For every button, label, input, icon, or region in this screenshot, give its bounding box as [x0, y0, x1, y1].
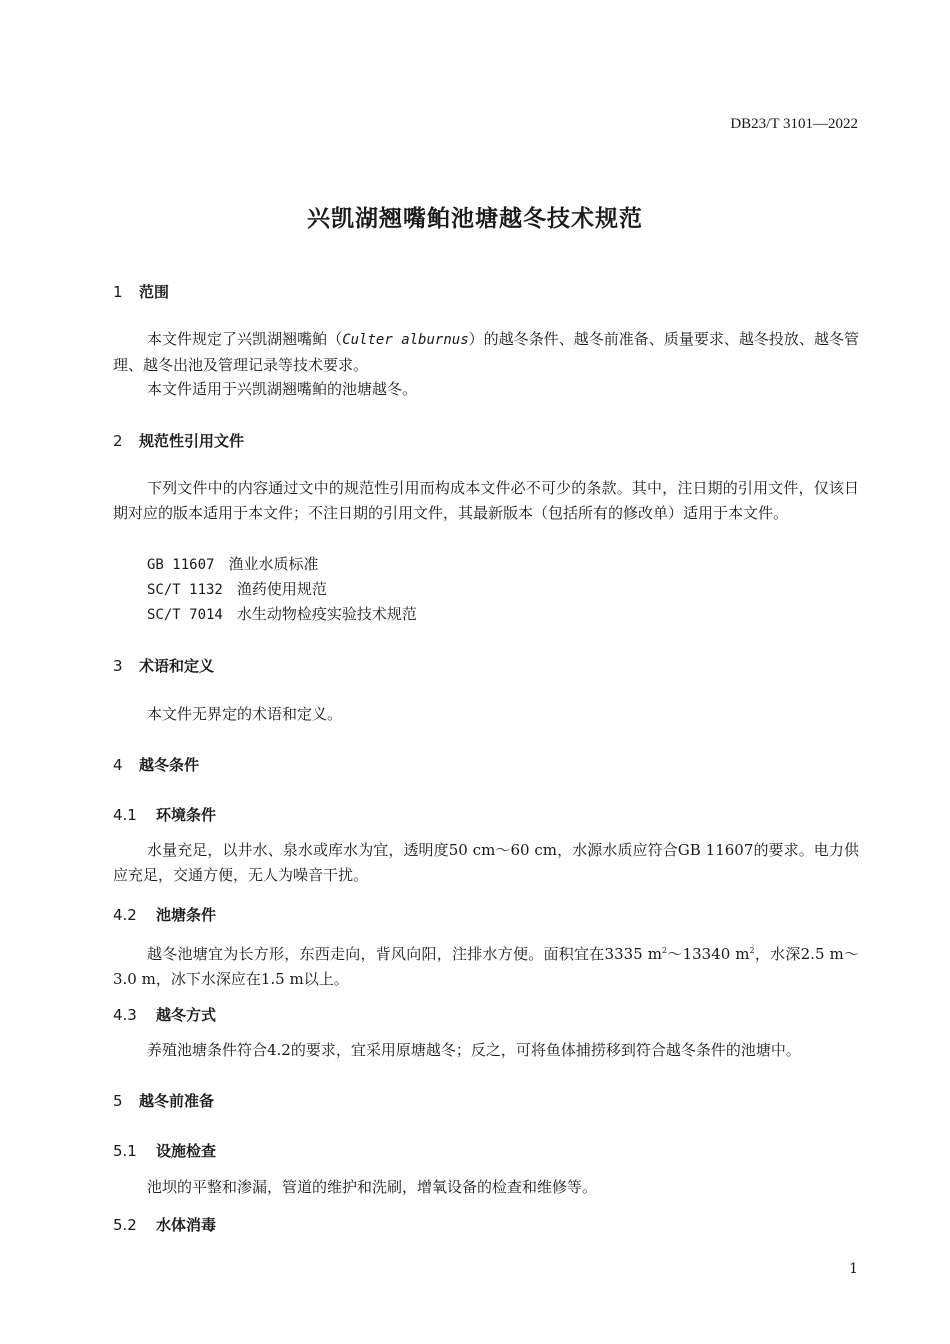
section-title: 越冬条件 [139, 756, 200, 774]
section-title: 池塘条件 [156, 906, 217, 924]
section-title: 越冬方式 [156, 1006, 217, 1024]
text: ，水深2.5 m～3.0 m，冰下水深应在1.5 m以上。 [113, 945, 859, 988]
paragraph-facility-check: 池坝的平整和渗漏，管道的维护和洗刷，增氧设备的检查和维修等。 [147, 1178, 598, 1196]
section-title: 规范性引用文件 [139, 432, 245, 450]
text: 越冬池塘宜为长方形，东西走向，背风向阳，注排水方便。面积宜在3335 m [147, 945, 662, 963]
section-heading-3 [113, 655, 214, 676]
section-heading-5-2 [113, 1214, 216, 1235]
reference-item [147, 603, 417, 624]
section-number: 1 [113, 283, 123, 301]
paragraph-applicability: 本文件适用于兴凯湖翘嘴鲌的池塘越冬。 [147, 380, 418, 398]
paragraph-method: 养殖池塘条件符合4.2的要求，宜采用原塘越冬；反之，可将鱼体捕捞移到符合越冬条件的池塘中。 [147, 1041, 801, 1059]
latin-name: Culter alburnus [342, 332, 469, 348]
paragraph-environment: 水量充足，以井水、泉水或库水为宜，透明度50 cm～60 cm，水源水质应符合GB 11607的要求。电力供应充足，交通方便，无人为噪音干扰。 [113, 841, 859, 884]
section-number: 4 [113, 756, 123, 774]
section-heading-5 [113, 1090, 214, 1111]
text: ～13340 m [667, 945, 750, 963]
superscript: 2 [749, 946, 755, 955]
section-title: 越冬前准备 [139, 1092, 215, 1110]
section-title: 范围 [139, 283, 170, 301]
reference-code: GB 11607 [147, 557, 215, 573]
reference-code: SC/T 1132 [147, 582, 223, 598]
reference-name: 渔药使用规范 [236, 580, 327, 598]
paragraph-pond [113, 938, 859, 992]
section-heading-4-2 [113, 904, 216, 925]
section-title: 术语和定义 [139, 657, 215, 675]
section-heading-1 [113, 281, 169, 302]
text: ）的越冬条件、越冬前准备、质量要求、越冬投放、越冬管理、越冬出池及管理记录等技术要求。 [113, 330, 859, 374]
reference-name: 渔业水质标准 [228, 555, 319, 573]
section-number: 4.3 [113, 1006, 137, 1024]
section-heading-5-1 [113, 1140, 216, 1161]
text: 本文件规定了兴凯湖翘嘴鲌（ [147, 330, 343, 348]
section-title: 水体消毒 [156, 1216, 217, 1234]
paragraph-normative-refs: 下列文件中的内容通过文中的规范性引用而构成本文件必不可少的条款。其中，注日期的引用文件，仅该日期对应的版本适用于本文件；不注日期的引用文件，其最新版本（包括所有的修改单）适用于本文件。 [113, 479, 859, 522]
section-heading-4-1 [113, 804, 216, 825]
section-heading-4-3 [113, 1004, 216, 1025]
reference-name: 水生动物检疫实验技术规范 [236, 605, 417, 623]
paragraph-terms: 本文件无界定的术语和定义。 [147, 705, 343, 723]
section-number: 2 [113, 432, 123, 450]
section-title: 环境条件 [156, 806, 217, 824]
section-number: 5.1 [113, 1142, 137, 1160]
document-title: 兴凯湖翘嘴鲌池塘越冬技术规范 [307, 206, 643, 232]
reference-item [147, 553, 318, 574]
section-title: 设施检查 [156, 1142, 217, 1160]
reference-code: SC/T 7014 [147, 607, 223, 623]
section-number: 3 [113, 657, 123, 675]
superscript: 2 [661, 946, 668, 955]
section-number: 5.2 [113, 1216, 137, 1234]
section-number: 4.1 [113, 806, 137, 824]
reference-item [147, 578, 327, 599]
paragraph-scope [113, 327, 859, 378]
page-number: 1 [849, 1261, 858, 1277]
section-heading-2 [113, 430, 244, 451]
section-number: 4.2 [113, 906, 137, 924]
section-number: 5 [113, 1092, 123, 1110]
standard-number: DB23/T 3101—2022 [730, 116, 858, 132]
section-heading-4 [113, 754, 199, 775]
